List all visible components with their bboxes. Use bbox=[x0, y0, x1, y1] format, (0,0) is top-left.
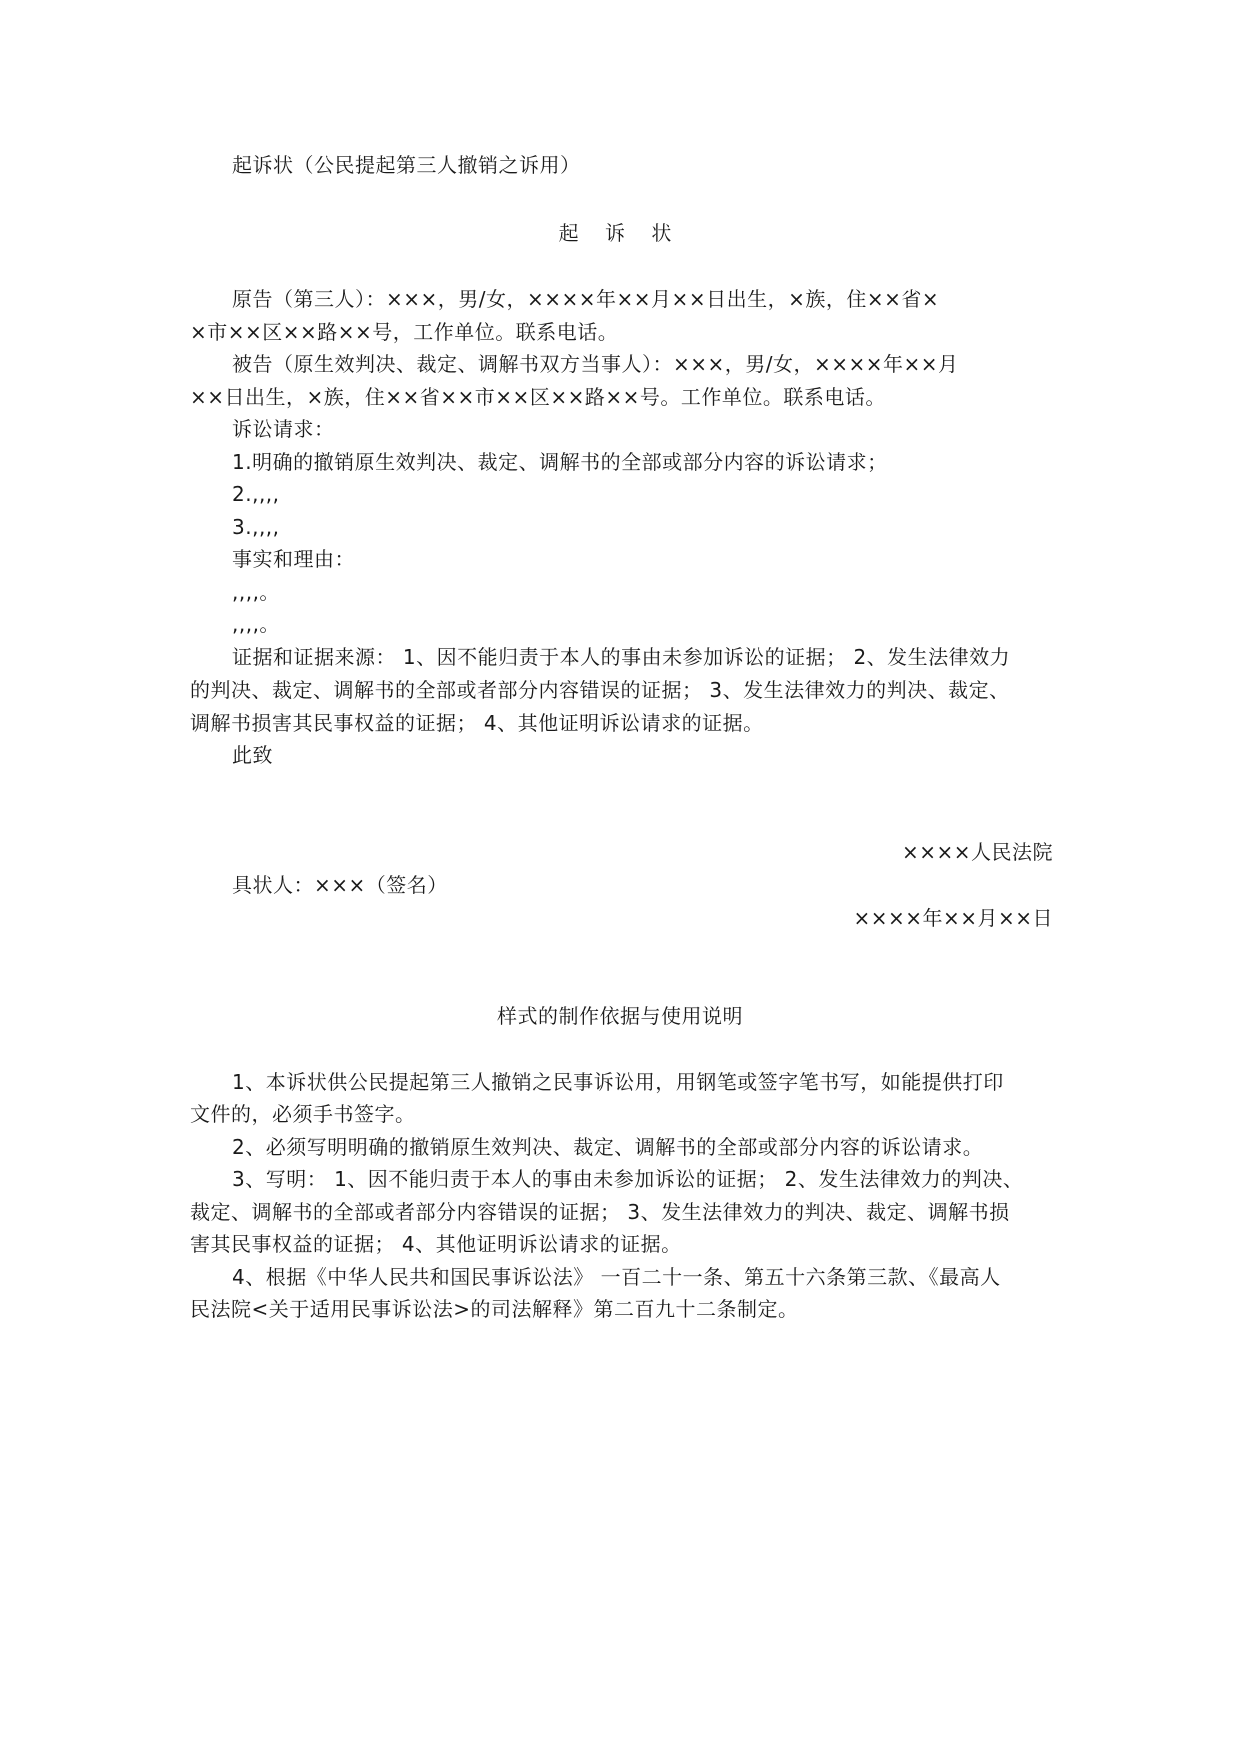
note-4-line-1: 4、根据《中华人民共和国民事诉讼法》 一百二十一条、第五十六条第三款、《最高人 bbox=[232, 1265, 1001, 1289]
claim-item: 2.,,,, bbox=[232, 482, 280, 506]
court-name: ××××人民法院 bbox=[901, 840, 1053, 864]
fact-item: ,,,,。 bbox=[232, 580, 280, 604]
signer-line: 具状人：×××（签名） bbox=[232, 873, 448, 897]
note-1-line-2: 文件的，必须手书签字。 bbox=[190, 1102, 416, 1126]
note-3-line-1: 3、写明： 1、因不能归责于本人的事由未参加诉讼的证据； 2、发生法律效力的判决、 bbox=[232, 1167, 1024, 1191]
note-1-line-1: 1、本诉状供公民提起第三人撤销之民事诉讼用，用钢笔或签字笔书写，如能提供打印 bbox=[232, 1070, 1004, 1094]
document-heading: 起诉状（公民提起第三人撤销之诉用） bbox=[232, 153, 581, 177]
document-date: ××××年××月××日 bbox=[853, 906, 1053, 930]
note-3-line-3: 害其民事权益的证据； 4、其他证明诉讼请求的证据。 bbox=[190, 1232, 682, 1256]
fact-item: ,,,,。 bbox=[232, 612, 280, 636]
evidence-line-1: 证据和证据来源： 1、因不能归责于本人的事由未参加诉讼的证据； 2、发生法律效力 bbox=[232, 645, 1011, 669]
note-3-line-2: 裁定、调解书的全部或者部分内容错误的证据； 3、发生法律效力的判决、裁定、调解书损 bbox=[190, 1200, 1010, 1224]
notes-title: 样式的制作依据与使用说明 bbox=[497, 1004, 743, 1028]
claims-label: 诉讼请求： bbox=[232, 417, 335, 441]
plaintiff-line-1: 原告（第三人）：×××，男/女，××××年××月××日出生，×族，住××省× bbox=[232, 287, 940, 311]
claim-item: 3.,,,, bbox=[232, 515, 280, 539]
plaintiff-line-2: ×市××区××路××号，工作单位。联系电话。 bbox=[190, 320, 619, 344]
evidence-line-2: 的判决、裁定、调解书的全部或者部分内容错误的证据； 3、发生法律效力的判决、裁定、 bbox=[190, 678, 1010, 702]
note-4-line-2: 民法院<关于适用民事诉讼法>的司法解释》第二百九十二条制定。 bbox=[190, 1297, 799, 1321]
evidence-line-3: 调解书损害其民事权益的证据； 4、其他证明诉讼请求的证据。 bbox=[190, 711, 764, 735]
claim-item: 1.明确的撤销原生效判决、裁定、调解书的全部或部分内容的诉讼请求； bbox=[232, 450, 888, 474]
defendant-line-2: ××日出生，×族，住××省××市××区××路××号。工作单位。联系电话。 bbox=[190, 385, 886, 409]
note-2: 2、必须写明明确的撤销原生效判决、裁定、调解书的全部或部分内容的诉讼请求。 bbox=[232, 1135, 984, 1159]
salutation: 此致 bbox=[232, 743, 273, 767]
document-title: 起 诉 状 bbox=[558, 221, 682, 245]
facts-label: 事实和理由： bbox=[232, 547, 355, 571]
defendant-line-1: 被告（原生效判决、裁定、调解书双方当事人）：×××，男/女，××××年××月 bbox=[232, 352, 959, 376]
